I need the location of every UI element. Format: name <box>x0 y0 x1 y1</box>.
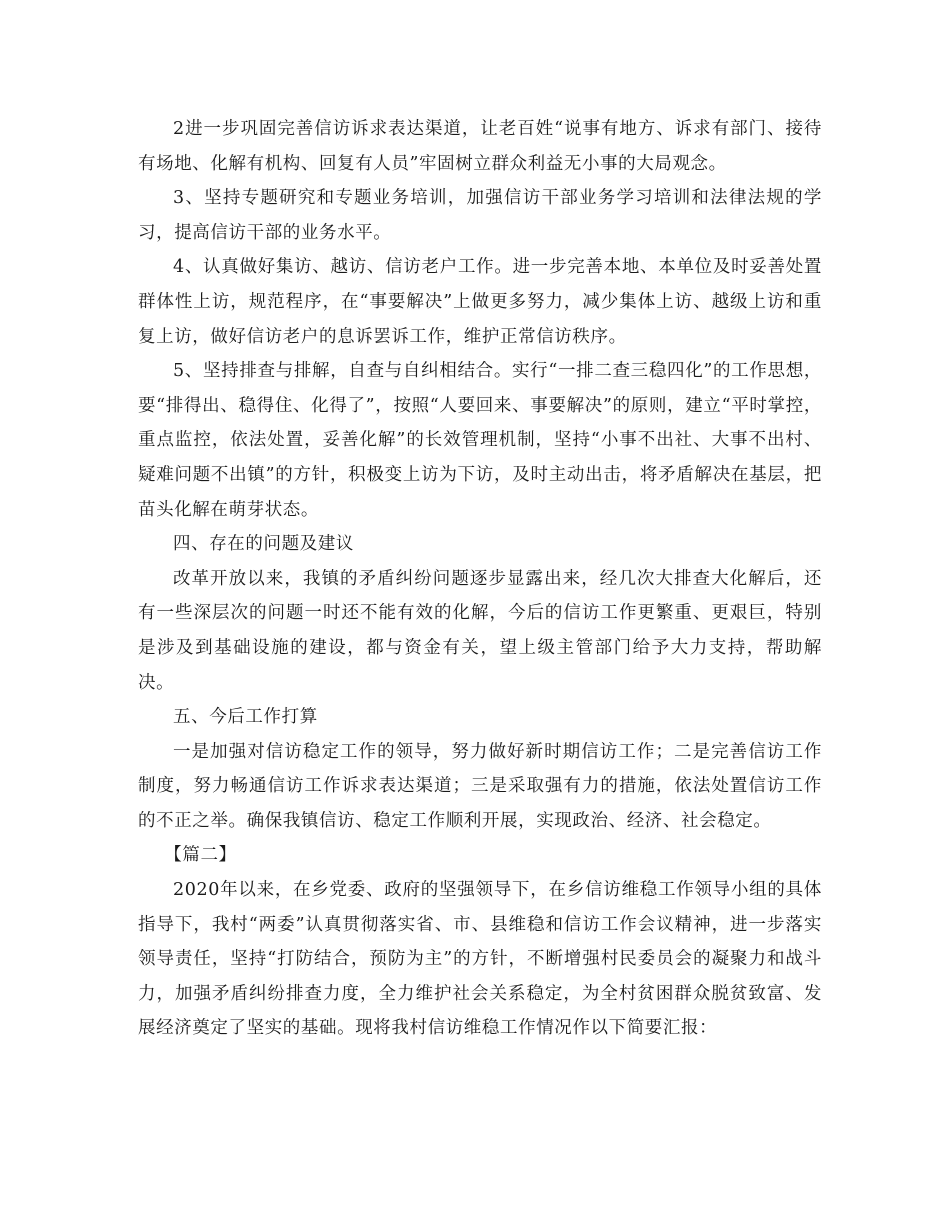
section-5-paragraph: 一是加强对信访稳定工作的领导，努力做好新时期信访工作；二是完善信访工作制度，努力畅通信访工作诉求表达渠道；三是采取强有力的措施，依法处置信访工作的不正之举。确保我镇信访、稳定工作顺利开展，实现政治、经济、社会稳定。 <box>138 741 822 831</box>
document-body <box>138 112 822 1046</box>
part-two-paragraph: 2020年以来，在乡党委、政府的坚强领导下，在乡信访维稳工作领导小组的具体指导下，我村“两委”认真贯彻落实省、市、县维稳和信访工作会议精神，进一步落实领导责任，坚持“打防结合，预防为主”的方针，不断增强村民委员会的凝聚力和战斗力，加强矛盾纠纷排查力度，全力维护社会关系稳定，为全村贫困群众脱贫致富、发展经济奠定了坚实的基础。现将我村信访维稳工作情况作以下简要汇报： <box>138 880 822 1039</box>
section-4-paragraph: 改革开放以来，我镇的矛盾纠纷问题逐步显露出来，经几次大排查大化解后，还有一些深层次的问题一时还不能有效的化解，今后的信访工作更繁重、更艰巨，特别是涉及到基础设施的建设，都与资金有关，望上级主管部门给予大力支持，帮助解决。 <box>138 568 822 693</box>
paragraph-item-3: 3、坚持专题研究和专题业务培训，加强信访干部业务学习培训和法律法规的学习，提高信访干部的业务水平。 <box>138 188 822 243</box>
part-two-marker: 【篇二】 <box>164 845 237 866</box>
paragraph-item-5: 5、坚持排查与排解，自查与自纠相结合。实行“一排二查三稳四化”的工作思想，要“排得出、稳得住、化得了”，按照“人要回来、事要解决”的原则，建立“平时掌控，重点监控，依法处置，妥善化解”的长效管理机制，坚持“小事不出社、大事不出村、疑难问题不出镇”的方针，积极变上访为下访，及时主动出击，将矛盾解决在基层，把苗头化解在萌芽状态。 <box>138 361 822 520</box>
section-heading-4: 四、存在的问题及建议 <box>173 534 354 555</box>
paragraph-item-4: 4、认真做好集访、越访、信访老户工作。进一步完善本地、本单位及时妥善处置群体性上访，规范程序，在“事要解决”上做更多努力，减少集体上访、越级上访和重复上访，做好信访老户的息诉罢诉工作，维护正常信访秩序。 <box>138 257 822 347</box>
section-heading-5: 五、今后工作打算 <box>173 707 318 728</box>
paragraph-item-2: 2进一步巩固完善信访诉求表达渠道，让老百姓“说事有地方、诉求有部门、接待有场地、化解有机构、回复有人员”牢固树立群众利益无小事的大局观念。 <box>138 119 822 174</box>
